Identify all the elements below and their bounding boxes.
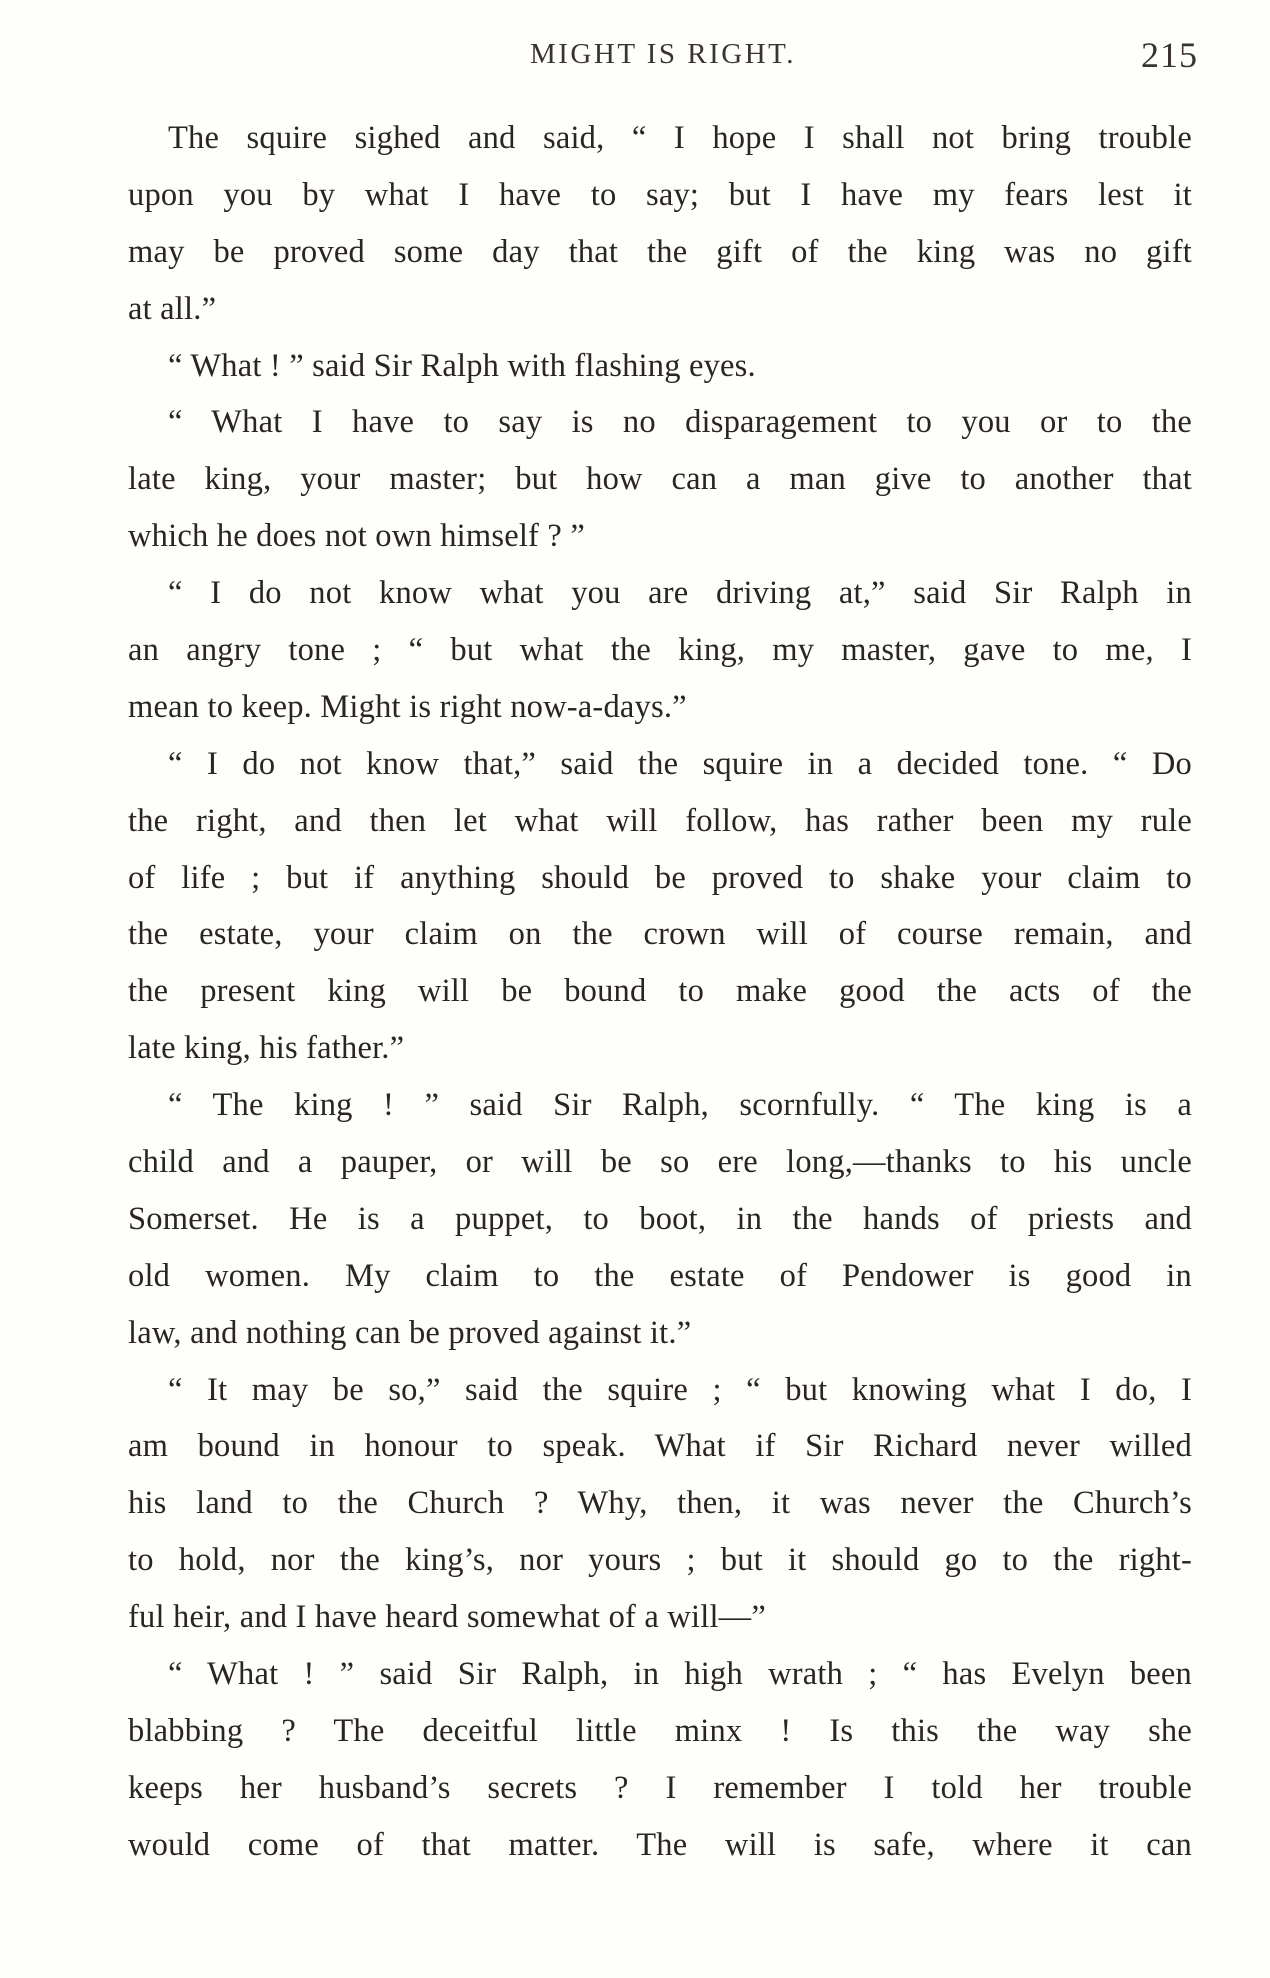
body-text xyxy=(128,110,1192,1874)
text-line: may be proved some day that the gift of the king was no gift xyxy=(128,233,1192,270)
text-line: Somerset. He is a puppet, to boot, in the hands of priests and xyxy=(128,1200,1192,1237)
text-line: old women. My claim to the estate of Pendower is good in xyxy=(128,1257,1192,1294)
text-line: The squire sighed and said, “ I hope I shall not bring trouble xyxy=(168,120,1192,156)
text-line: which he does not own himself ? ” xyxy=(128,518,585,555)
text-line: at all.” xyxy=(128,290,217,327)
text-line: to hold, nor the king’s, nor yours ; but it should go to the right- xyxy=(128,1542,1192,1579)
text-line: of life ; but if anything should be proved to shake your claim to xyxy=(128,859,1192,896)
text-line: am bound in honour to speak. What if Sir Richard never willed xyxy=(128,1428,1192,1465)
text-line: an angry tone ; “ but what the king, my master, gave to me, I xyxy=(128,632,1192,669)
text-line: “ I do not know what you are driving at,” said Sir Ralph in xyxy=(168,575,1192,612)
text-line: “ I do not know that,” said the squire in a decided tone. “ Do xyxy=(168,745,1192,782)
text-line: keeps her husband’s secrets ? I remember I told her trouble xyxy=(128,1769,1192,1806)
text-line: the present king will be bound to make good the acts of the xyxy=(128,973,1192,1010)
text-line: mean to keep. Might is right now-a-days.” xyxy=(128,688,687,725)
text-line: “ What ! ” said Sir Ralph, in high wrath ; “ has Evelyn been xyxy=(168,1656,1192,1693)
running-title: MIGHT IS RIGHT. xyxy=(529,38,796,70)
page-number: 215 xyxy=(1141,35,1198,75)
text-line: “ What ! ” said Sir Ralph with flashing eyes. xyxy=(168,347,756,384)
text-line: ful heir, and I have heard somewhat of a will—” xyxy=(128,1599,767,1636)
text-line: law, and nothing can be proved against it.” xyxy=(128,1314,692,1351)
text-line: blabbing ? The deceitful little minx ! Is this the way she xyxy=(128,1712,1192,1749)
text-line: “ It may be so,” said the squire ; “ but knowing what I do, I xyxy=(168,1371,1192,1408)
text-line: late king, his father.” xyxy=(128,1030,405,1067)
running-head xyxy=(128,35,1198,88)
text-line: his land to the Church ? Why, then, it was never the Church’s xyxy=(128,1485,1192,1522)
text-line: the right, and then let what will follow, has rather been my rule xyxy=(128,802,1192,839)
text-line: upon you by what I have to say; but I have my fears lest it xyxy=(128,176,1192,213)
text-line: “ The king ! ” said Sir Ralph, scornfully. “ The king is a xyxy=(168,1087,1192,1124)
text-line: late king, your master; but how can a man give to another that xyxy=(128,461,1192,498)
text-line: the estate, your claim on the crown will of course remain, and xyxy=(128,916,1192,953)
text-line: child and a pauper, or will be so ere long,—thanks to his uncle xyxy=(128,1144,1192,1181)
text-line: would come of that matter. The will is safe, where it can xyxy=(128,1826,1192,1863)
text-line: “ What I have to say is no disparagement to you or to the xyxy=(168,404,1192,441)
